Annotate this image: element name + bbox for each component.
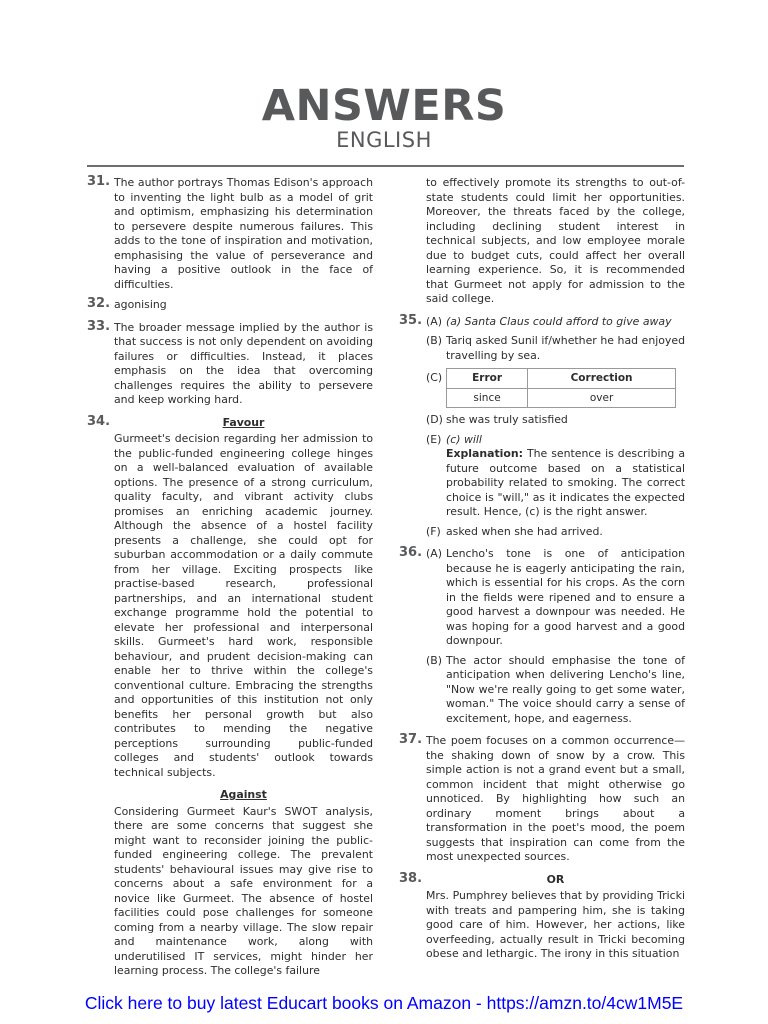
sub-text: asked when she had arrived. [446,524,603,538]
question-number: 33. [87,318,111,334]
question-number: 31. [87,174,111,189]
answer-35-d [426,413,685,428]
question-number: 37. [399,732,423,747]
question-number: 38. [399,870,423,886]
answer-35 [399,312,685,540]
sub-text: she was truly satisfied [446,413,568,426]
header-divider [87,165,684,167]
answer-36-b [426,654,685,727]
sub-label: (A) [426,314,442,328]
page-title: ANSWERS [261,81,507,131]
answer-35-e [426,433,685,520]
explanation [446,447,685,520]
answer-text: agonising [114,298,167,311]
sub-text: (a) Santa Claus could afford to give away [446,314,672,328]
or-label: OR [546,872,565,886]
favour-heading: Favour [222,415,265,429]
sub-label: (B) [426,653,442,667]
sub-text: Lencho's tone is one of anticipation because he is eagerly anticipating the rain, which is essential for his crops. As the corn in the fields were ripened and to ensure a good harvest a downpour was needed. He was hoping for a good harvest and a good downpour. [446,547,685,647]
answer-33 [87,318,373,408]
table-cell-error: since [447,388,528,408]
answer-35-c [426,368,685,408]
amazon-promo-link[interactable]: Click here to buy latest Educart books on Amazon - https://amzn.to/4cw1M5E [84,993,684,1013]
answer-36-a [426,547,685,649]
sub-label: (A) [426,547,442,560]
answer-38 [399,870,685,962]
answer-text: The author portrays Thomas Edison's approach to inventing the light bulb as a model of grit and optimism, emphasizing his determination to persevere despite numerous failures. This adds to the tone of inspiration and motivation, emphasising the value of perseverance and having a positive outlook in the face of difficulties. [114,176,373,291]
table-row [447,388,676,408]
sub-text: (c) will [446,432,482,446]
answer-text: The broader message implied by the author is that success is not only dependent on avoiding failures or difficulties. Instead, it places emphasis on the idea that overcoming challenges requires the ability to persevere and keep working hard. [114,320,373,406]
sub-label: (D) [426,413,443,426]
sub-label: (C) [426,371,443,384]
left-column [87,176,373,985]
sub-text: The actor should emphasise the tone of anticipation when delivering Lencho's line, "Now we're really going to get some water, woman." The voice should carry a sense of excitement, hope, and eagerness. [446,653,685,725]
against-heading: Against [220,788,267,801]
favour-text: Gurmeet's decision regarding her admission to the public-funded engineering college hinges on a well-balanced evaluation of available options. The presence of a strong curriculum, quality faculty, and vibrant activity clubs promises an enriching academic journey. Although the absence of a hostel facility presents a challenge, she could opt for suburban accommodation or a daily commute from her village. Exciting prospects like practise-based research, professional partnerships, and an international student exchange programme hold the potential to elevate her professional and interpersonal skills. Gurmeet's hard work, responsible behaviour, and prudent decision-making can enable her to thrive within the college's conventional culture. Embracing the strengths and opportunities of this institution not only benefits her personal growth but also contributes to mending the negative perceptions surrounding public-funded colleges and students' outlook towards technical subjects. [114,432,373,779]
table-header-correction: Correction [528,369,676,389]
explanation-text: The sentence is describing a future outcome based on a statistical probability related to smoking. The correct choice is "will," as it indicates the expected result. Hence, (c) is the right answer. [446,447,685,518]
answer-34 [87,413,373,979]
question-number: 32. [87,296,111,311]
right-column [399,176,685,968]
sub-label: (F) [426,524,441,538]
sub-text: Tariq asked Sunil if/whether he had enjoyed travelling by sea. [446,334,685,362]
answer-35-b [426,334,685,363]
answer-31 [87,176,373,292]
page-subtitle: ENGLISH [336,128,432,152]
answer-text: Mrs. Pumphrey believes that by providing Tricki with treats and pampering him, she is taking good care of him. However, her actions, like overfeeding, actually result in Tricki becoming obese and lethargic. The irony in this situation [426,889,685,960]
sub-label: (E) [426,432,442,446]
question-number: 35. [399,312,423,328]
error-correction-table [446,368,676,408]
answer-35-a [426,315,685,330]
answer-text: to effectively promote its strengths to out-of-state students could limit her opportunities. Moreover, the threats faced by the college, including declining student interest in technical subjects, and low employee morale due to budget cuts, could affect her overall learning experience. So, it is recommended that Gurmeet not apply for admission to the said college. [426,176,685,305]
explanation-label: Explanation: [446,447,523,460]
question-number: 34. [87,413,111,429]
answer-34-continued [399,176,685,307]
question-number: 36. [399,545,423,560]
answer-37 [399,734,685,865]
against-text: Considering Gurmeet Kaur's SWOT analysis, there are some concerns that suggest she might want to reconsider joining the public-funded engineering college. The prevalent students' behavioural issues may give rise to concerns about a safe environment for a novice like Gurmeet. The absence of hostel facilities could pose challenges for someone coming from a nearby village. The slow repair and maintenance work, along with underutilised IT services, might hinder her learning process. The college's failure [114,804,373,977]
sub-label: (B) [426,334,442,347]
answer-text: The poem focuses on a common occurrence—the shaking down of snow by a crow. This simple action is not a grand event but a small, common incident that might otherwise go unnoticed. By highlighting how such an ordinary moment brings about a transformation in the poet's mood, the poem suggests that inspiration can come from the most unexpected sources. [426,734,685,863]
table-cell-correction: over [528,388,676,408]
answer-32 [87,298,373,313]
answer-36 [399,547,685,726]
table-header-error: Error [447,369,528,389]
answer-35-f [426,525,685,540]
